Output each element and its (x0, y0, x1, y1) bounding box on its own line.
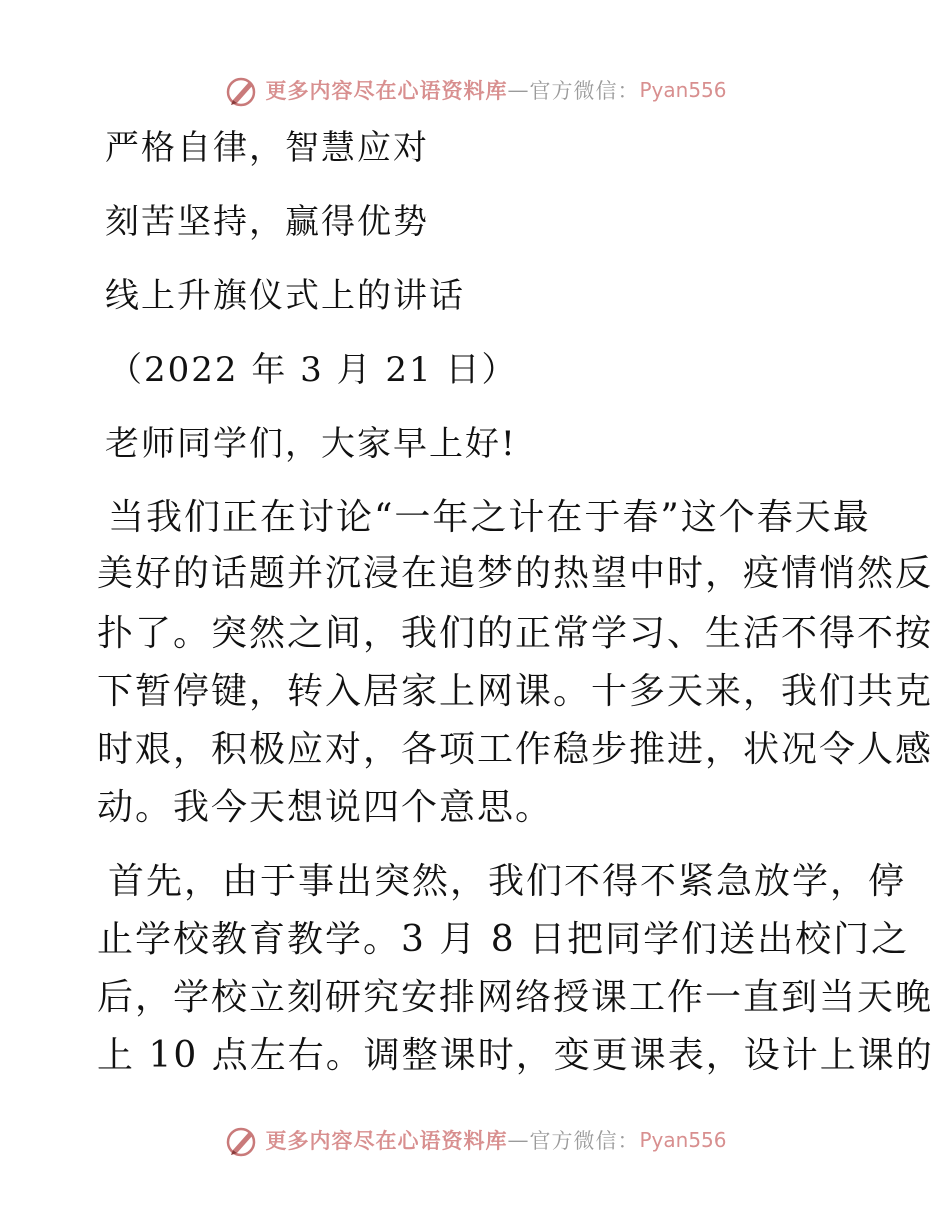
pen-logo-icon (223, 1122, 259, 1158)
paragraph-2-line-3: 后，学校立刻研究安排网络授课工作一直到当天晚 (97, 977, 934, 1018)
paragraph-2-line-2: 止学校教育教学。3 月 8 日把同学们送出校门之 (97, 919, 910, 960)
paragraph-1-line-4: 下暂停键，转入居家上网课。十多天来，我们共克 (97, 671, 934, 712)
paragraph-1-line-1: 当我们正在讨论“一年之计在于春”这个春天最 (108, 497, 871, 538)
pen-logo-icon (223, 72, 259, 108)
watermark-main-text: 更多内容尽在心语资料库 (265, 78, 508, 103)
watermark-footer (0, 1120, 950, 1160)
paragraph-1-line-3: 扑了。突然之间，我们的正常学习、生活不得不按 (97, 613, 934, 654)
greeting-line: 老师同学们，大家早上好! (105, 424, 517, 464)
paragraph-1-line-5: 时艰，积极应对，各项工作稳步推进，状况令人感 (97, 729, 934, 770)
watermark-header (0, 70, 950, 110)
watermark-wechat-id: Pyan556 (639, 1128, 727, 1152)
watermark-separator: — (507, 1128, 530, 1152)
paragraph-1-line-2: 美好的话题并沉浸在追梦的热望中时，疫情悄然反 (97, 553, 934, 594)
watermark-sub-text: 官方微信： (529, 1129, 640, 1153)
paragraph-2-line-4: 上 10 点左右。调整课时，变更课表，设计上课的 (97, 1035, 934, 1076)
watermark-separator: — (507, 78, 530, 102)
title-line-2: 刻苦坚持，赢得优势 (105, 202, 429, 242)
paragraph-1-line-6: 动。我今天想说四个意思。 (97, 787, 554, 828)
paragraph-2-line-1: 首先，由于事出突然，我们不得不紧急放学，停 (108, 861, 907, 902)
watermark-sub-text: 官方微信： (529, 79, 640, 103)
title-line-1: 严格自律，智慧应对 (105, 128, 429, 168)
watermark-main-text: 更多内容尽在心语资料库 (265, 1128, 508, 1153)
date-line: （2022 年 3 月 21 日） (108, 350, 518, 390)
title-line-3: 线上升旗仪式上的讲话 (105, 276, 465, 316)
watermark-wechat-id: Pyan556 (639, 78, 727, 102)
